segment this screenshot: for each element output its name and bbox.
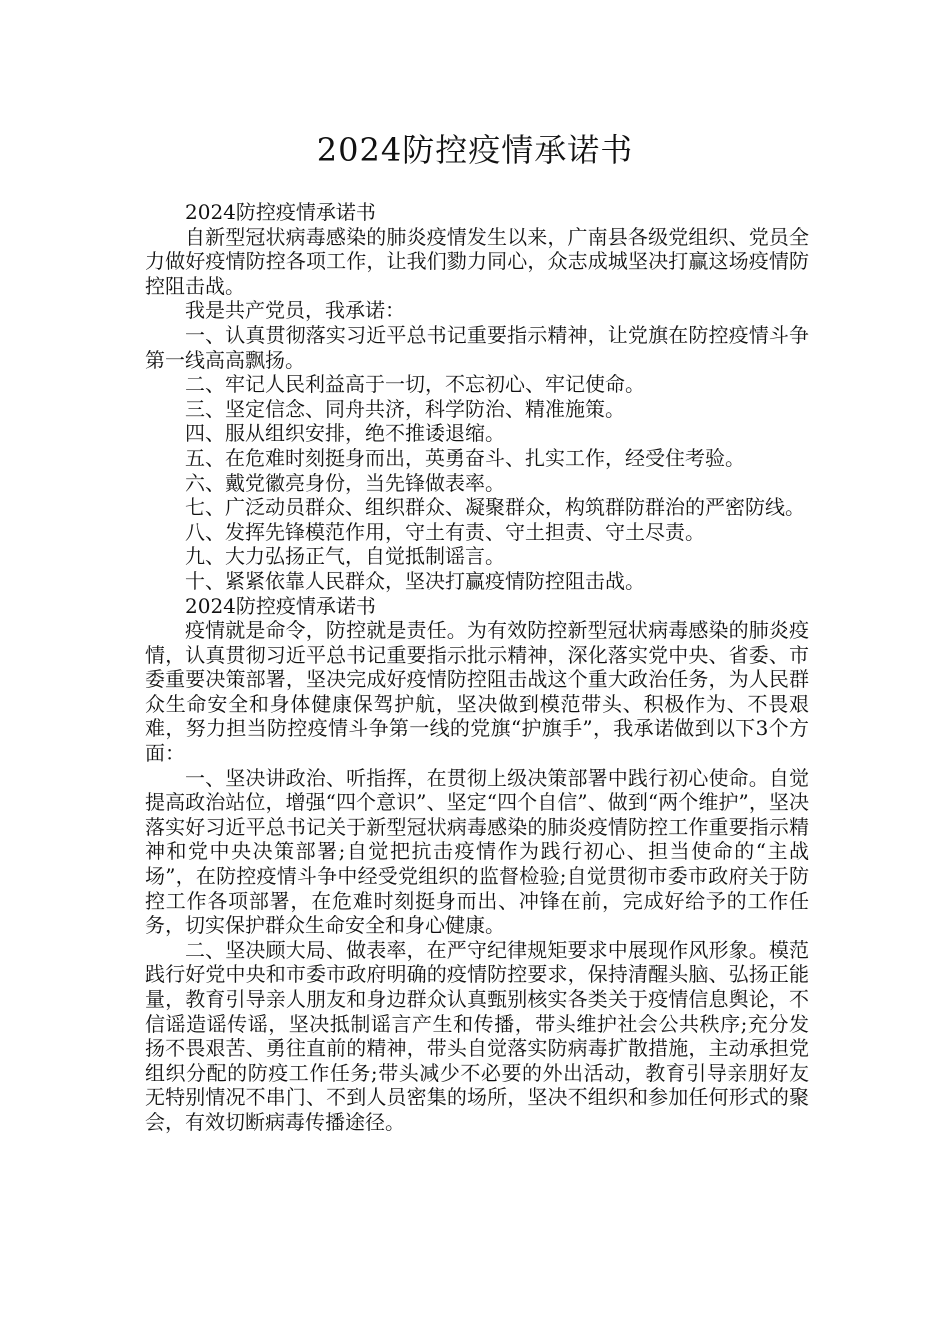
pledge-item-9: 九、大力弘扬正气，自觉抵制谣言。 [185, 544, 505, 569]
paragraph-aspect-2: 二、坚决顾大局、做表率，在严守纪律规矩要求中展现作风形象。模范践行好党中央和市委市政府明确的疫情防控要求，保持清醒头脑、弘扬正能量，教育引导亲人朋友和身边群众认真甄别核实各类关于疫情信息舆论，不信谣造谣传谣，坚决抵制谣言产生和传播，带头维护社会公共秩序;充分发扬不畏艰苦、勇往直前的精神，带头自觉落实防病毒扩散措施，主动承担党组织分配的防疫工作任务;带头减少不必要的外出活动，教育引导亲朋好友无特别情况不串门、不到人员密集的场所，坚决不组织和参加任何形式的聚会，有效切断病毒传播途径。 [145, 937, 809, 1134]
document-body [145, 200, 809, 1135]
pledge-item-6: 六、戴党徽亮身份，当先锋做表率。 [185, 470, 505, 495]
pledge-item-4: 四、服从组织安排，绝不推诿退缩。 [185, 421, 505, 446]
document-title: 2024防控疫情承诺书 [316, 131, 634, 169]
paragraph-intro: 自新型冠状病毒感染的肺炎疫情发生以来，广南县各级党组织、党员全力做好疫情防控各项工作，让我们勠力同心，众志成城坚决打赢这场疫情防控阻击战。 [145, 224, 809, 298]
pledge-item-1: 一、认真贯彻落实习近平总书记重要指示精神，让党旗在防控疫情斗争第一线高高飘扬。 [145, 322, 809, 372]
pledge-item-5: 五、在危难时刻挺身而出，英勇奋斗、扎实工作，经受住考验。 [185, 445, 745, 470]
paragraph-pledge-lead: 我是共产党员，我承诺： [185, 298, 405, 323]
paragraph-subtitle-2: 2024防控疫情承诺书 [185, 593, 376, 618]
paragraph-aspect-1: 一、坚决讲政治、听指挥，在贯彻上级决策部署中践行初心使命。自觉提高政治站位，增强“四个意识”、坚定“四个自信”、做到“两个维护”，坚决落实好习近平总书记关于新型冠状病毒感染的肺炎疫情防控工作重要指示精神和党中央决策部署;自觉把抗击疫情作为践行初心、担当使命的“主战场”，在防控疫情斗争中经受党组织的监督检验;自觉贯彻市委市政府关于防控工作各项部署，在危难时刻挺身而出、冲锋在前，完成好给予的工作任务，切实保护群众生命安全和身心健康。 [145, 765, 809, 938]
pledge-item-7: 七、广泛动员群众、组织群众、凝聚群众，构筑群防群治的严密防线。 [185, 495, 805, 520]
pledge-item-3: 三、坚定信念、同舟共济，科学防治、精准施策。 [185, 396, 625, 421]
pledge-item-8: 八、发挥先锋模范作用，守土有责、守土担责、守土尽责。 [185, 519, 705, 544]
paragraph-responsibility: 疫情就是命令，防控就是责任。为有效防控新型冠状病毒感染的肺炎疫情，认真贯彻习近平总书记重要指示批示精神，深化落实党中央、省委、市委重要决策部署，坚决完成好疫情防控阻击战这个重大政治任务，为人民群众生命安全和身体健康保驾护航，坚决做到模范带头、积极作为、不畏艰难，努力担当防控疫情斗争第一线的党旗“护旗手”，我承诺做到以下3个方面： [145, 618, 809, 766]
paragraph-subtitle-1: 2024防控疫情承诺书 [185, 200, 376, 224]
pledge-item-2: 二、牢记人民利益高于一切，不忘初心、牢记使命。 [185, 372, 645, 397]
pledge-item-10: 十、紧紧依靠人民群众，坚决打赢疫情防控阻击战。 [185, 568, 645, 593]
